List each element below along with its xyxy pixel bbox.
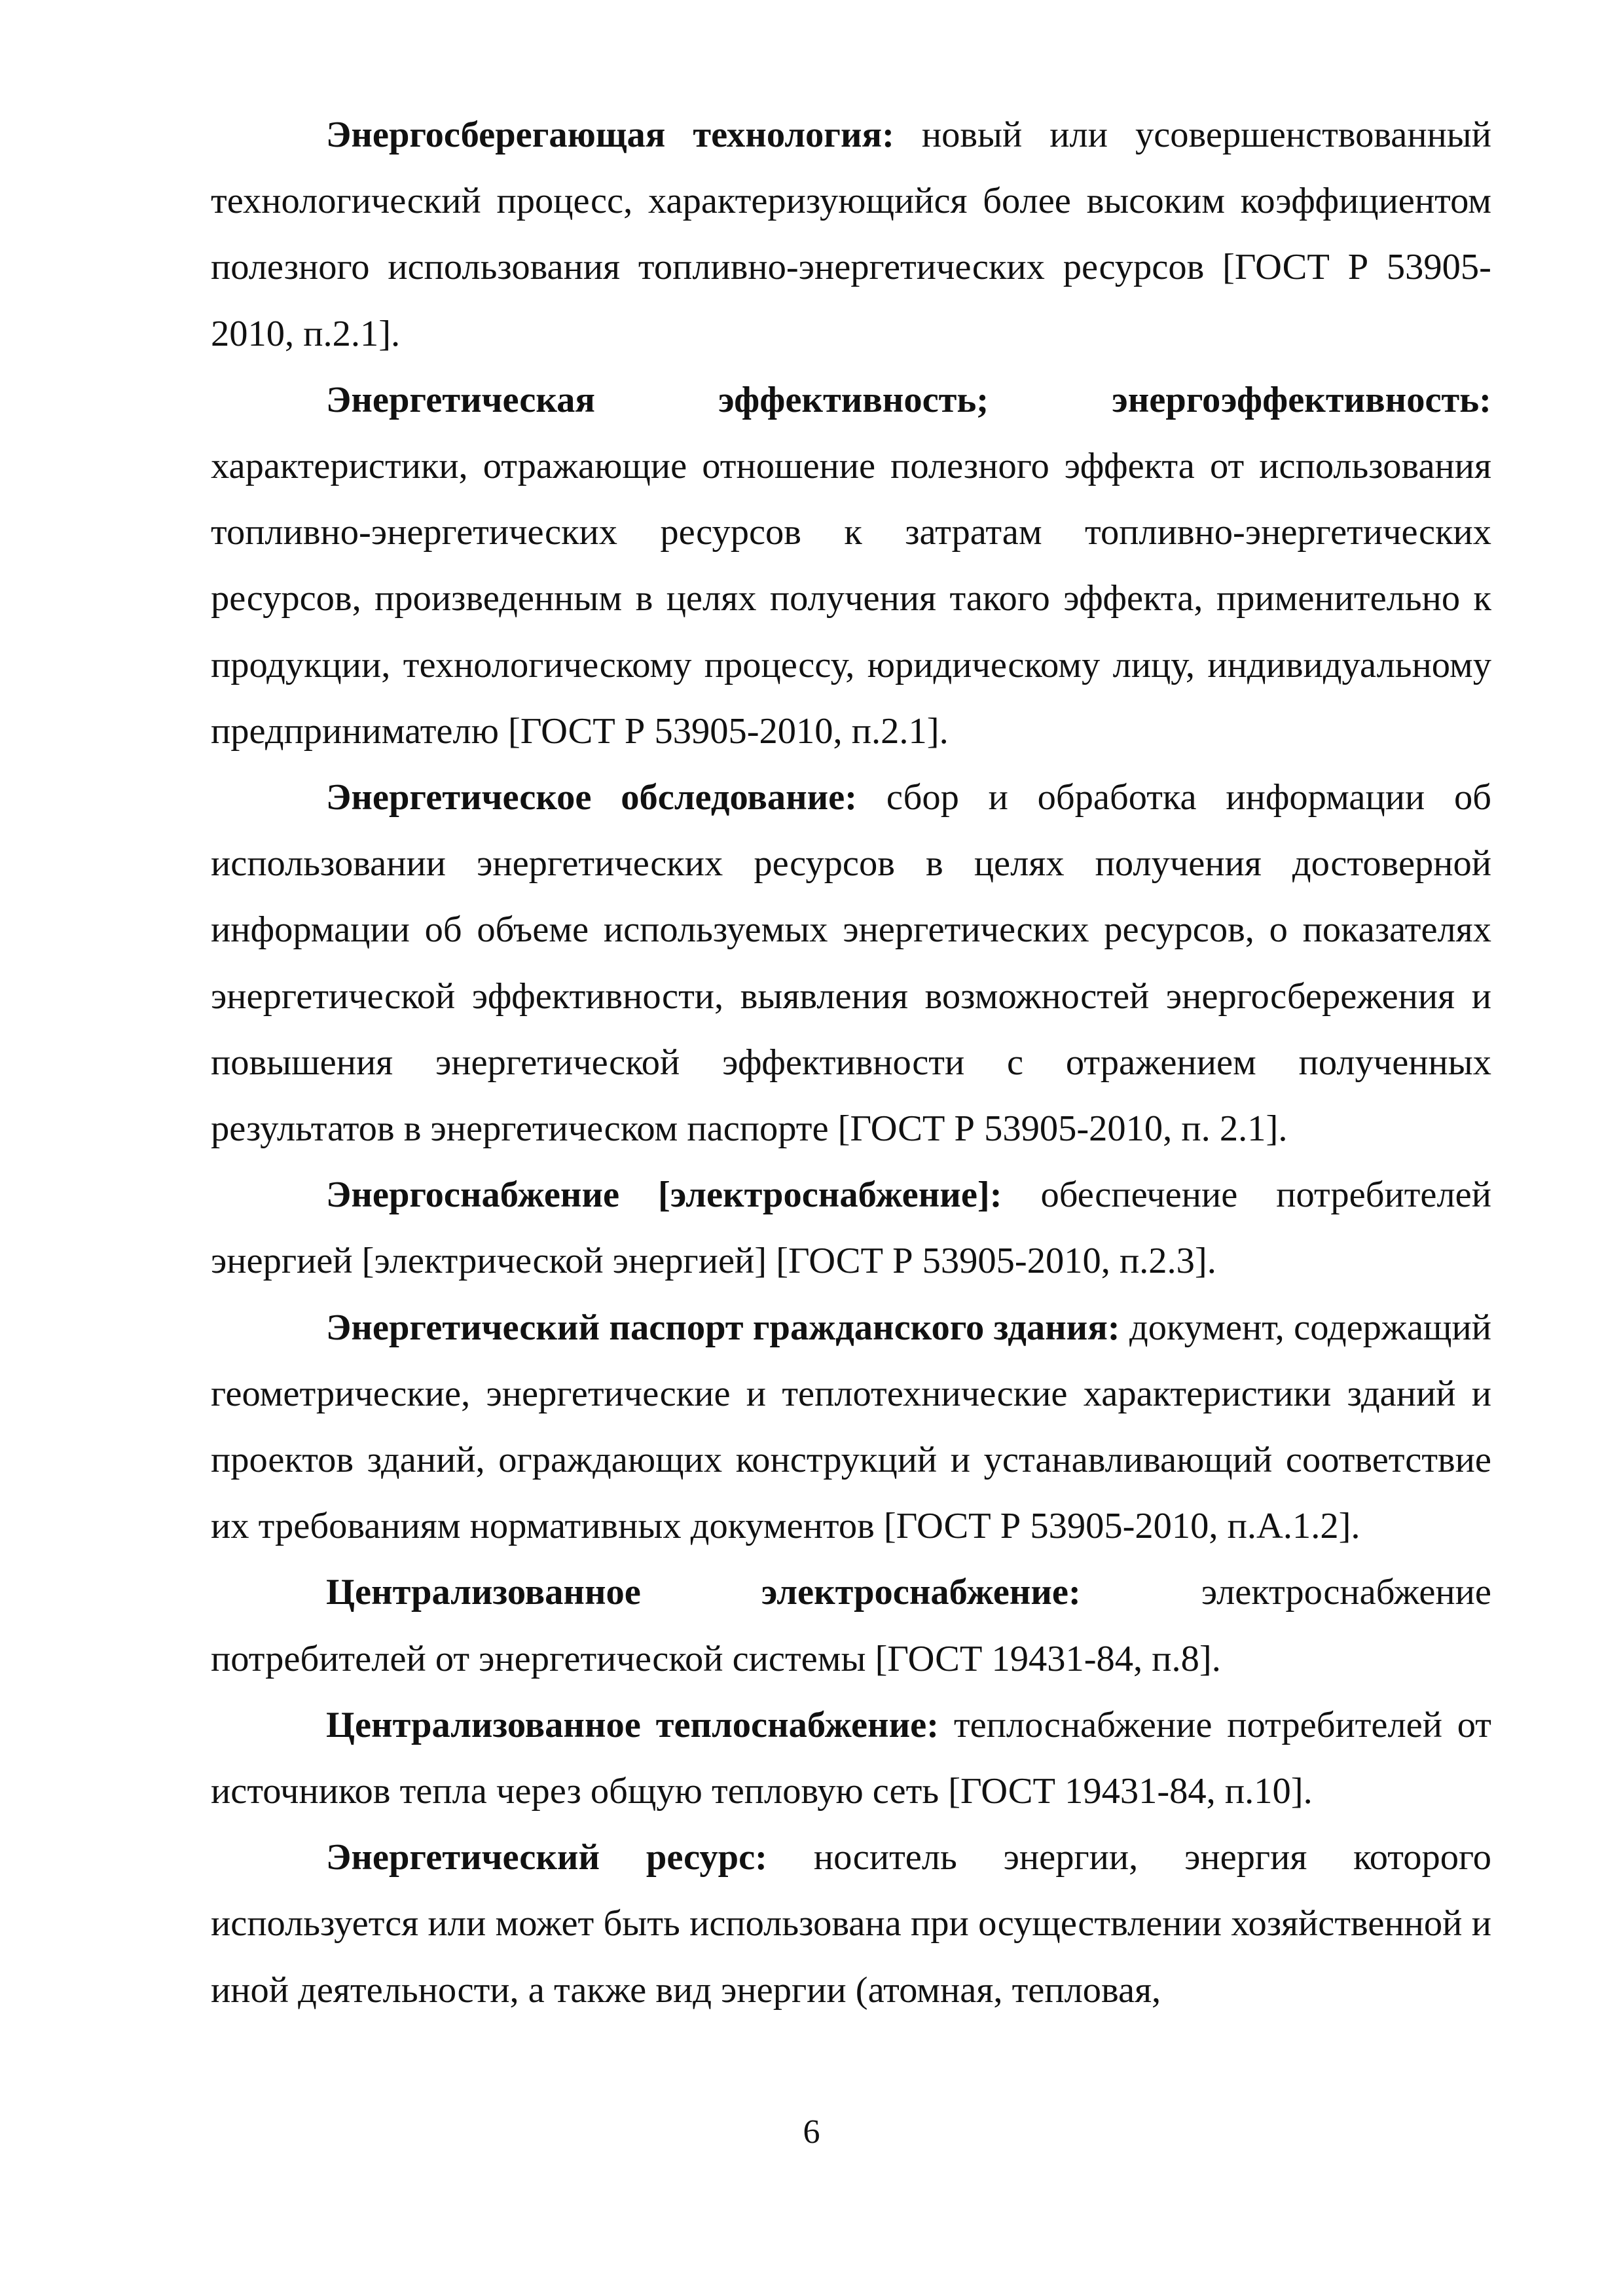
definition-energy-resource	[211, 1825, 1491, 2024]
page-number: 6	[803, 2113, 820, 2151]
term-heading: Энергетический ресурс:	[326, 1837, 767, 1878]
term-heading: Энергетический паспорт гражданского здания:	[326, 1307, 1120, 1348]
definition-text: обеспечение потребителей энергией [электрической энергией] [ГОСТ Р 53905-2010, п.2.3].	[211, 1175, 1491, 1282]
definition-text: сбор и обработка информации об использовании энергетических ресурсов в целях получения достоверной информации об объеме используемых энергетических ресурсов, о показателях энергетической эффективности, выявления возможностей энергосбережения и повышения энергетической эффективности с отражением полученных результатов в энергетическом паспорте [ГОСТ Р 53905-2010, п. 2.1].	[211, 777, 1491, 1150]
definition-text: характеристики, отражающие отношение полезного эффекта от использования топливно-энергетических ресурсов к затратам топливно-энергетических ресурсов, произведенным в целях получения такого эффекта, применительно к продукции, технологическому процессу, юридическому лицу, индивидуальному предпринимателю [ГОСТ Р 53905-2010, п.2.1].	[211, 446, 1491, 752]
definition-text: носитель энергии, энергия которого используется или может быть использована при осуществлении хозяйственной и иной деятельности, а также вид энергии (атомная, тепловая,	[211, 1837, 1491, 2011]
definition-energy-efficiency	[211, 367, 1491, 765]
definition-energy-saving-technology	[211, 102, 1491, 367]
definition-text: теплоснабжение потребителей от источников тепла через общую тепловую сеть [ГОСТ 19431-84, п.10].	[211, 1704, 1491, 1812]
definition-text: новый или усовершенствованный технологический процесс, характеризующийся более высоким коэффициентом полезного использования топливно-энергетических ресурсов [ГОСТ Р 53905-2010, п.2.1].	[211, 115, 1492, 354]
definition-text: документ, содержащий геометрические, энергетические и теплотехнические характеристики зданий и проектов зданий, ограждающих конструкций и устанавливающий соответствие их требованиям нормативных документов [ГОСТ Р 53905-2010, п.А.1.2].	[211, 1307, 1492, 1547]
term-heading: Энергосберегающая технология:	[326, 115, 894, 155]
definition-centralized-power-supply	[211, 1559, 1491, 1692]
term-heading: Энергоснабжение [электроснабжение]:	[326, 1175, 1002, 1216]
definition-centralized-heat-supply	[211, 1692, 1491, 1825]
term-heading: Энергетическая эффективность; энергоэффективность:	[326, 379, 1491, 420]
definition-energy-supply	[211, 1162, 1491, 1294]
term-heading: Энергетическое обследование:	[326, 777, 858, 818]
definition-text: электроснабжение потребителей от энергетической системы [ГОСТ 19431-84, п.8].	[211, 1572, 1491, 1679]
term-heading: Централизованное теплоснабжение:	[326, 1704, 939, 1745]
document-body	[211, 102, 1491, 2024]
definition-energy-audit	[211, 765, 1491, 1162]
definition-energy-passport	[211, 1295, 1491, 1560]
term-heading: Централизованное электроснабжение:	[326, 1572, 1081, 1613]
